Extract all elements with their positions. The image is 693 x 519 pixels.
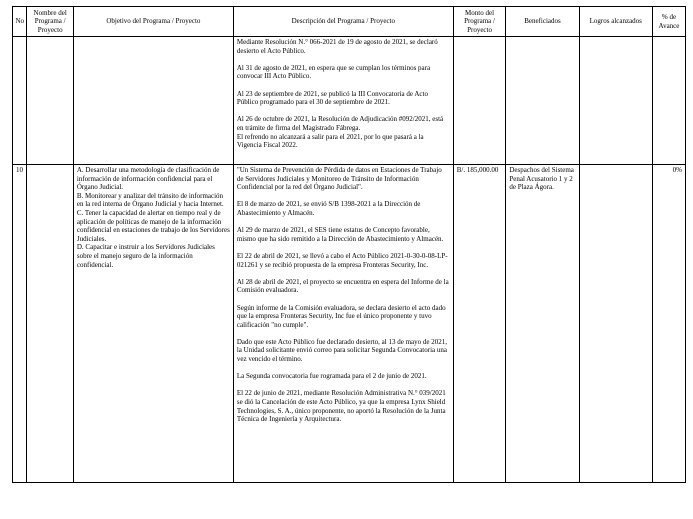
cell-objective (73, 165, 233, 483)
description-paragraph: Al 23 de septiembre de 2021, se publicó la III Convocatoria de Acto Público programado para el 30 de septiembre de 2021. (236, 89, 428, 107)
description-paragraph: Según informe de la Comisión evaluadora, se declara desierto el acto dado que la empresa Fronteras Security, Inc fue el único proponente y tuvo calificación "no cumple". (236, 303, 446, 329)
header-no: No (13, 7, 27, 37)
description-paragraph: Dado que este Acto Público fue declarado desierto, al 13 de mayo de 2021, la Unidad solicitante envió correo para solicitar Segunda Convocatoria una vez vencido el término. (236, 337, 447, 364)
objective-item: C. Tener la capacidad de alertar en tiempo real y de aplicación de políticas de manejo de la información confidencial en estaciones de trabajo de los Servidores Judiciales. (76, 208, 230, 243)
description-paragraph: Al 29 de marzo de 2021, el SES tiene estatus de Concepto favorable, mismo que ha sido remitido a la Dirección de Abastecimiento y Almacén. (236, 226, 444, 243)
projects-table (12, 6, 686, 483)
cell-amount (453, 37, 506, 165)
description-paragraph: El 8 de marzo de 2021, se envió S/B 1398-2021 a la Dirección de Abastecimiento y Almacén. (236, 200, 421, 217)
cell-amount: B/. 185,000.00 (453, 165, 506, 483)
cell-beneficiaries: Despachos del Sistema Penal Acusatorio 1 y 2 de Plaza Ágora. (506, 165, 579, 483)
objective-item: A. Desarrollar una metodología de clasificación de información de información confidencial para el Órgano Judicial. (76, 166, 220, 192)
cell-beneficiaries (506, 37, 579, 165)
header-achievements: Logros alcanzados (579, 7, 652, 37)
description-paragraph: El 22 de junio de 2021, mediante Resolución Administrativa N.° 039/2021 se dió la Cancelación de este Acto Público, ya que la empresa Lynx Shield Technologies, S. A., único proponente, no aportó la Resolución de la Junta Técnica de Ingeniería y Arquitectura. (236, 389, 446, 424)
table-row (13, 165, 686, 483)
cell-objective (73, 37, 233, 165)
cell-progress: 0% (652, 165, 685, 483)
cell-name (27, 37, 73, 165)
header-objective: Objetivo del Programa / Proyecto (73, 7, 233, 37)
objective-item: D. Capacitar e instruir a los Servidores Judiciales sobre el manejo seguro de la información confidencial. (76, 243, 215, 269)
cell-achievements (579, 37, 652, 165)
cell-no (13, 37, 27, 165)
description-paragraph: Mediante Resolución N.° 066-2021 de 19 de agosto de 2021, se declaró desierto el Acto Público. (236, 38, 438, 55)
table-header-row (13, 7, 686, 37)
objective-item: B. Monitorear y analizar del tránsito de información en la red interna de Órgano Judicial y hacia Internet. (76, 191, 224, 209)
header-description: Descripción del Programa / Proyecto (233, 7, 453, 37)
description-paragraph: Al 26 de octubre de 2021, la Resolución de Adjudicación #092/2021, está en trámite de firma del Magistrado Fábrega. El refrendo no alcanzará a salir para el 2021, por lo que pasará a la Vigencia Fiscal 2022. (236, 115, 444, 150)
cell-description (233, 37, 453, 165)
header-amount: Monto del Programa / Proyecto (453, 7, 506, 37)
description-paragraph: El 22 de abril de 2021, se llevó a cabo el Acto Público 2021-0-30-0-08-LP-021261 y se recibió propuesta de la empresa Fronteras Security, Inc. (236, 251, 448, 269)
cell-description (233, 165, 453, 483)
description-paragraph: "Un Sistema de Prevención de Pérdida de datos en Estaciones de Trabajo de Servidores Judiciales y Monitoreo de Tránsito de Información Confidencial por la red del Órgano Judicial". (236, 166, 442, 192)
header-name: Nombre del Programa / Proyecto (27, 7, 73, 37)
cell-achievements (579, 165, 652, 483)
description-paragraph: La Segunda convocatoria fue rogramada para el 2 de junio de 2021. (236, 372, 427, 381)
cell-name (27, 165, 73, 483)
header-beneficiaries: Beneficiados (506, 7, 579, 37)
description-paragraph: Al 31 de agosto de 2021, en espera que se cumplan los términos para convocar III Acto Público. (236, 63, 431, 81)
description-paragraph: Al 28 de abril de 2021, el proyecto se encuentra en espera del Informe de la Comisión evaluadora. (236, 277, 449, 295)
cell-progress (652, 37, 685, 165)
table-row (13, 37, 686, 165)
header-progress: % de Avance (652, 7, 685, 37)
cell-no: 10 (13, 165, 27, 483)
